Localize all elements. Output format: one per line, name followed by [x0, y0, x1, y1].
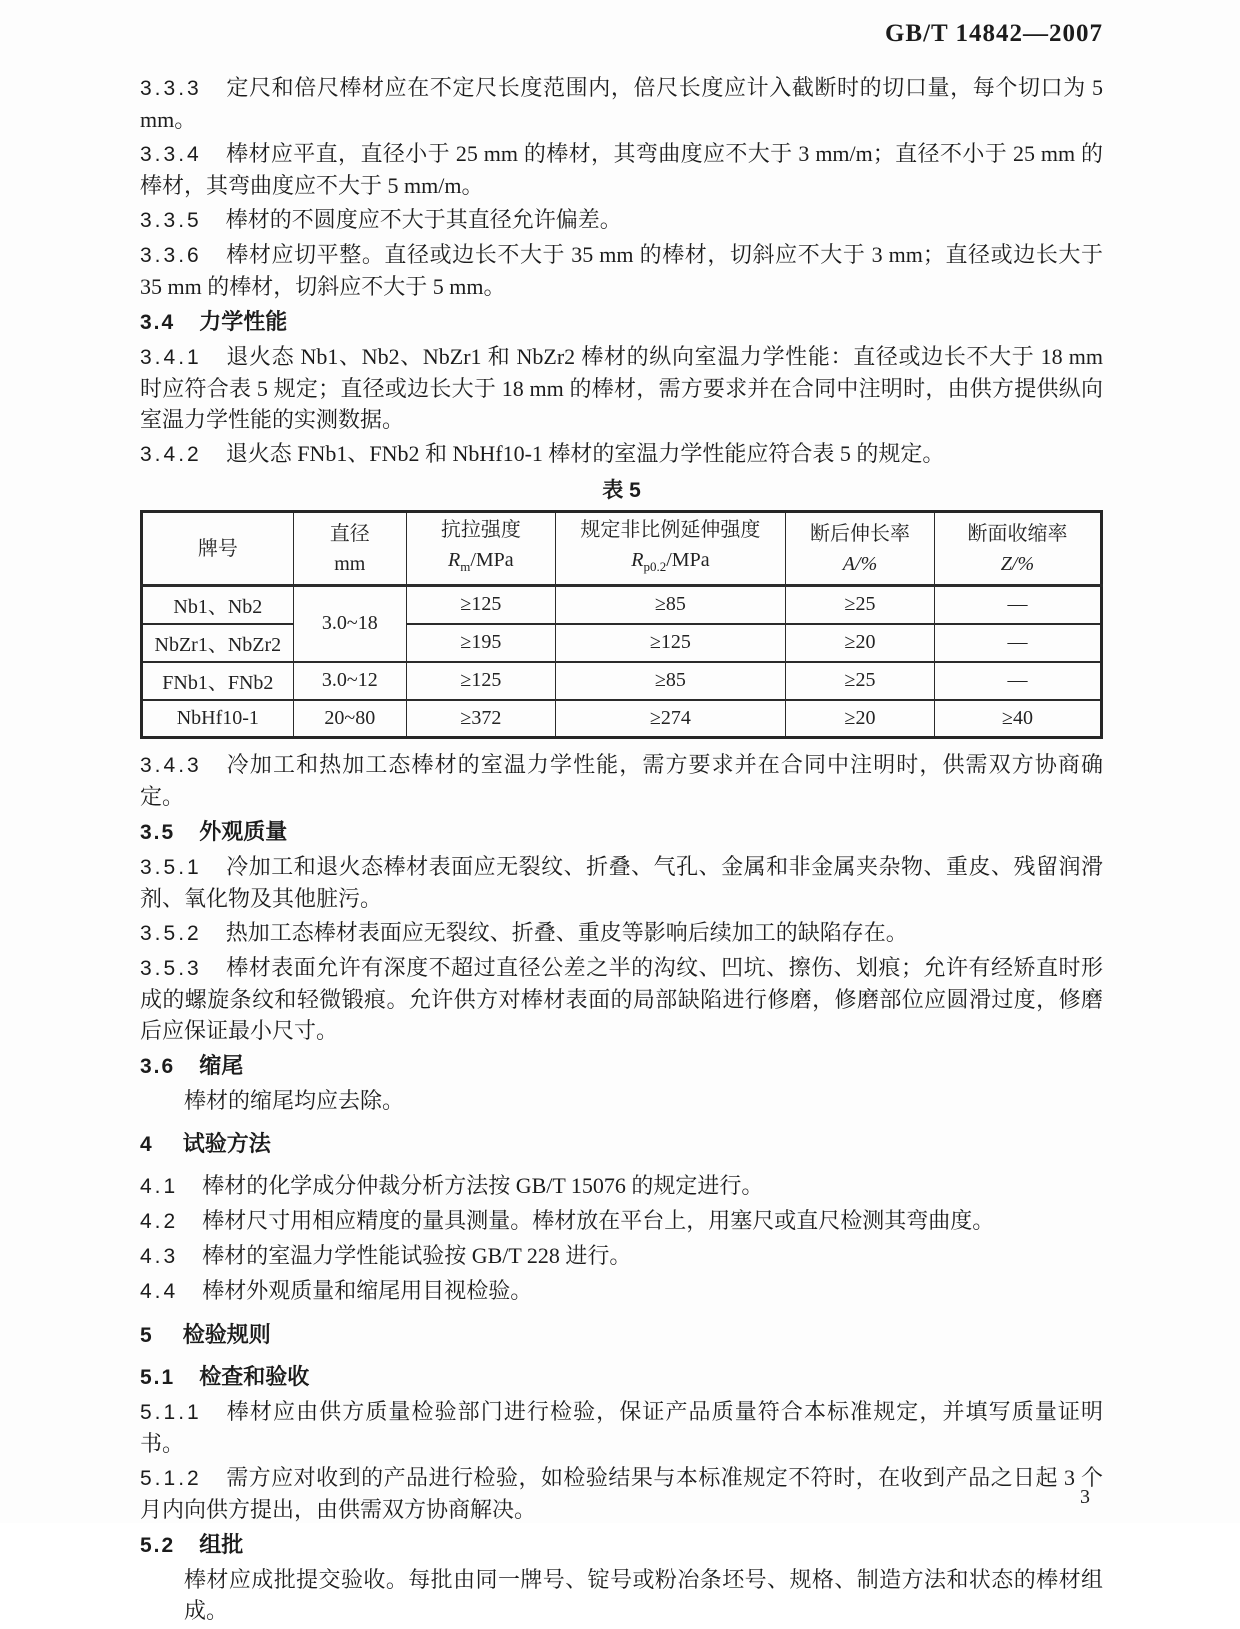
header-cell-rm: 抗拉强度 $R_m$/MPa — [406, 512, 555, 586]
header-cell-reduction: 断面收缩率 Z/% — [934, 512, 1101, 586]
cell-rm: ≥125 — [406, 586, 555, 624]
header-cell-grade: 牌号 — [142, 512, 294, 586]
body-paragraph — [140, 1564, 1103, 1626]
cell-z: — — [934, 624, 1101, 662]
cell-diameter: 3.0~12 — [293, 662, 406, 700]
body-paragraph — [140, 1085, 1103, 1116]
table-caption: 表 5 — [602, 479, 641, 502]
chapter-5 — [140, 1319, 1103, 1351]
table-row — [142, 624, 1102, 662]
clause-5-1-2 — [140, 1462, 1103, 1525]
header-cell-elongation: 断后伸长率 A/% — [786, 512, 935, 586]
clause-text: 冷加工和退火态棒材表面应无裂纹、折叠、气孔、金属和非金属夹杂物、重皮、残留润滑剂、氧化物及其他脏污。 — [140, 854, 1103, 911]
paragraph-text: 棒材的缩尾均应去除。 — [184, 1088, 405, 1113]
clause-number: 3.3.3 — [140, 77, 202, 100]
clause-number: 5.1.1 — [140, 1401, 202, 1424]
clause-3-3-6 — [140, 239, 1103, 302]
clause-5-1-1 — [140, 1396, 1103, 1459]
chapter-number: 4 — [140, 1133, 155, 1156]
chapter-title: 试验方法 — [182, 1131, 271, 1156]
heading-text: 力学性能 — [199, 309, 288, 334]
clause-3-4-2 — [140, 438, 1103, 470]
heading-number: 3.5 — [140, 821, 176, 844]
cell-rm: ≥372 — [406, 700, 555, 738]
clause-3-3-4 — [140, 138, 1103, 201]
clause-number: 4.3 — [140, 1245, 179, 1268]
cell-a: ≥20 — [786, 700, 935, 738]
clause-text: 棒材外观质量和缩尾用目视检验。 — [202, 1278, 533, 1303]
heading-5-1 — [140, 1361, 1103, 1393]
heading-number: 5.2 — [140, 1534, 176, 1557]
clause-text: 需方应对收到的产品进行检验，如检验结果与本标准规定不符时，在收到产品之日起 3 个月内向供方提出，由供需双方协商解决。 — [140, 1465, 1103, 1522]
cell-z: ≥40 — [934, 700, 1101, 738]
cell-grade: Nb1、Nb2 — [142, 586, 294, 624]
standard-number-header: GB/T 14842—2007 — [884, 20, 1103, 47]
cell-grade: FNb1、FNb2 — [142, 662, 294, 700]
clause-number: 3.4.1 — [140, 346, 202, 369]
cell-a: ≥20 — [786, 624, 935, 662]
clause-number: 4.2 — [140, 1210, 179, 1233]
cell-rp: ≥85 — [555, 586, 785, 624]
clause-text: 棒材应由供方质量检验部门进行检验，保证产品质量符合本标准规定，并填写质量证明书。 — [140, 1399, 1103, 1456]
clause-text: 棒材应平直，直径小于 25 mm 的棒材，其弯曲度应不大于 3 mm/m；直径不小于 25 mm 的棒材，其弯曲度应不大于 5 mm/m。 — [140, 141, 1103, 198]
cell-a: ≥25 — [786, 662, 935, 700]
clause-text: 退火态 FNb1、FNb2 和 NbHf10-1 棒材的室温力学性能应符合表 5 的规定。 — [225, 441, 945, 466]
chapter-number: 5 — [140, 1324, 155, 1347]
table-5 — [140, 510, 1103, 739]
cell-rm: ≥195 — [406, 624, 555, 662]
clause-number: 3.3.6 — [140, 244, 202, 267]
heading-text: 组批 — [199, 1532, 244, 1557]
paragraph-text: 棒材应成批提交验收。每批由同一牌号、锭号或粉冶条坯号、规格、制造方法和状态的棒材组成。 — [184, 1567, 1103, 1623]
heading-3-6 — [140, 1050, 1103, 1082]
table-row — [142, 700, 1102, 738]
cell-z: — — [934, 662, 1101, 700]
heading-text: 检查和验收 — [199, 1364, 310, 1389]
cell-grade: NbHf10-1 — [142, 700, 294, 738]
clause-number: 3.5.1 — [140, 856, 202, 879]
clause-number: 5.1.2 — [140, 1467, 202, 1490]
clause-4-1 — [140, 1170, 1103, 1202]
clause-number: 3.3.5 — [140, 209, 202, 232]
table-row — [142, 586, 1102, 624]
clause-3-5-2 — [140, 917, 1103, 949]
clause-number: 4.1 — [140, 1175, 179, 1198]
clause-number: 3.5.2 — [140, 922, 202, 945]
clause-text: 退火态 Nb1、Nb2、NbZr1 和 NbZr2 棒材的纵向室温力学性能：直径或边长不大于 18 mm 时应符合表 5 规定；直径或边长大于 18 mm 的棒材，需方要求并在合同中注明时，由供方提供纵向室温力学性能的实测数据。 — [140, 344, 1103, 432]
clause-text: 定尺和倍尺棒材应在不定尺长度范围内，倍尺长度应计入截断时的切口量，每个切口为 5 mm。 — [140, 75, 1103, 132]
heading-text: 外观质量 — [199, 819, 288, 844]
clause-text: 棒材的不圆度应不大于其直径允许偏差。 — [225, 207, 622, 232]
clause-3-3-5 — [140, 204, 1103, 236]
clause-text: 棒材的室温力学性能试验按 GB/T 228 进行。 — [202, 1243, 632, 1268]
cell-diameter: 20~80 — [293, 700, 406, 738]
clause-4-2 — [140, 1205, 1103, 1237]
heading-3-4 — [140, 306, 1103, 338]
clause-3-4-3 — [140, 749, 1103, 812]
heading-number: 3.6 — [140, 1055, 176, 1078]
clause-text: 棒材应切平整。直径或边长不大于 35 mm 的棒材，切斜应不大于 3 mm；直径或边长大于 35 mm 的棒材，切斜应不大于 5 mm。 — [140, 242, 1103, 299]
page-number: 3 — [1080, 1486, 1090, 1508]
clause-4-3 — [140, 1240, 1103, 1272]
heading-number: 5.1 — [140, 1366, 176, 1389]
clause-number: 3.4.3 — [140, 754, 202, 777]
cell-grade: NbZr1、NbZr2 — [142, 624, 294, 662]
clause-3-5-1 — [140, 851, 1103, 914]
chapter-title: 检验规则 — [182, 1322, 271, 1347]
clause-text: 热加工态棒材表面应无裂纹、折叠、重皮等影响后续加工的缺陷存在。 — [225, 920, 908, 945]
clause-number: 4.4 — [140, 1280, 179, 1303]
cell-a: ≥25 — [786, 586, 935, 624]
heading-5-2 — [140, 1529, 1103, 1561]
clause-number: 3.3.4 — [140, 143, 202, 166]
table-row — [142, 662, 1102, 700]
clause-text: 棒材尺寸用相应精度的量具测量。棒材放在平台上，用塞尺或直尺检测其弯曲度。 — [202, 1208, 995, 1233]
clause-3-3-3 — [140, 72, 1103, 135]
cell-z: — — [934, 586, 1101, 624]
cell-rm: ≥125 — [406, 662, 555, 700]
table-header-row — [142, 512, 1102, 586]
header-cell-rp02: 规定非比例延伸强度 $R_{p0.2}$/MPa — [555, 512, 785, 586]
chapter-4 — [140, 1128, 1103, 1160]
heading-text: 缩尾 — [199, 1053, 244, 1078]
clause-4-4 — [140, 1275, 1103, 1307]
clause-text: 棒材的化学成分仲裁分析方法按 GB/T 15076 的规定进行。 — [202, 1173, 764, 1198]
clause-number: 3.4.2 — [140, 443, 202, 466]
cell-rp: ≥274 — [555, 700, 785, 738]
page-content — [140, 72, 1103, 1629]
cell-rp: ≥85 — [555, 662, 785, 700]
heading-number: 3.4 — [140, 311, 176, 334]
clause-text: 冷加工和热加工态棒材的室温力学性能，需方要求并在合同中注明时，供需双方协商确定。 — [140, 752, 1103, 809]
clause-text: 棒材表面允许有深度不超过直径公差之半的沟纹、凹坑、擦伤、划痕；允许有经矫直时形成的螺旋条纹和轻微锻痕。允许供方对棒材表面的局部缺陷进行修磨，修磨部位应圆滑过度，修磨后应保证最小尺寸。 — [140, 955, 1103, 1043]
header-cell-diameter: 直径 mm — [293, 512, 406, 586]
clause-3-5-3 — [140, 952, 1103, 1046]
clause-3-4-1 — [140, 341, 1103, 435]
cell-diameter: 3.0~18 — [293, 586, 406, 662]
clause-number: 3.5.3 — [140, 957, 202, 980]
cell-rp: ≥125 — [555, 624, 785, 662]
heading-3-5 — [140, 816, 1103, 848]
